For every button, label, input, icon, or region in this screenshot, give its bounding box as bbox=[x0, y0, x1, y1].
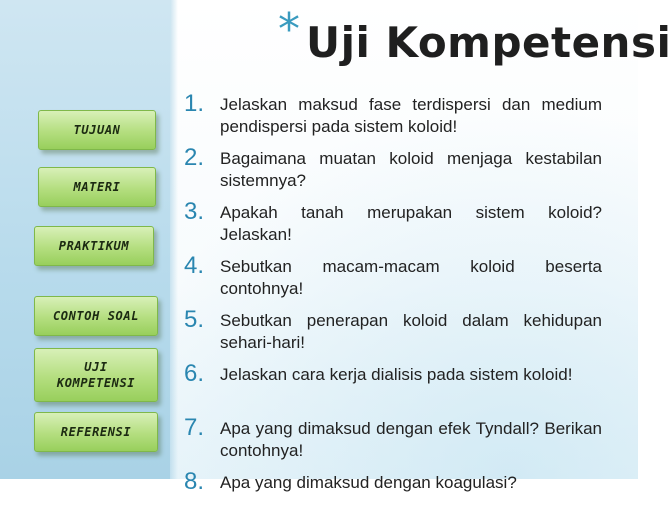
question-item bbox=[184, 144, 602, 202]
question-text: Sebutkan macam-macam koloid beserta contohnya! bbox=[220, 257, 602, 298]
question-item bbox=[184, 198, 602, 256]
nav-button-label: PRAKTIKUM bbox=[58, 239, 130, 253]
question-item bbox=[184, 468, 602, 526]
question-text: Jelaskan cara kerja dialisis pada sistem koloid! bbox=[220, 365, 573, 384]
question-number: 6. bbox=[184, 360, 205, 387]
question-number: 5. bbox=[184, 306, 205, 333]
nav-button-label: UJI KOMPETENSI bbox=[56, 360, 136, 390]
question-list bbox=[184, 90, 602, 526]
nav-button-materi[interactable] bbox=[38, 167, 156, 207]
nav-button-label: REFERENSI bbox=[60, 425, 132, 439]
question-text: Apa yang dimaksud dengan koagulasi? bbox=[220, 473, 517, 492]
question-item bbox=[184, 306, 602, 364]
question-text: Sebutkan penerapan koloid dalam kehidupan sehari-hari! bbox=[220, 311, 602, 352]
page-title: Uji Kompetensi bbox=[306, 18, 671, 67]
question-item bbox=[184, 252, 602, 310]
nav-button-praktikum[interactable] bbox=[34, 226, 154, 266]
question-number: 1. bbox=[184, 90, 205, 117]
question-number: 4. bbox=[184, 252, 205, 279]
nav-button-label: MATERI bbox=[73, 180, 121, 194]
nav-button-label: TUJUAN bbox=[73, 123, 121, 137]
question-item bbox=[184, 414, 602, 472]
title-star-icon: * bbox=[278, 4, 300, 55]
question-item bbox=[184, 90, 602, 148]
question-number: 7. bbox=[184, 414, 205, 441]
nav-button-label: CONTOH SOAL bbox=[52, 309, 140, 323]
nav-button-tujuan[interactable] bbox=[38, 110, 156, 150]
question-number: 2. bbox=[184, 144, 205, 171]
question-text: Bagaimana muatan koloid menjaga kestabilan sistemnya? bbox=[220, 149, 602, 190]
question-text: Apa yang dimaksud dengan efek Tyndall? Berikan contohnya! bbox=[220, 419, 602, 460]
question-item bbox=[184, 360, 602, 418]
nav-button-uji-kompetensi[interactable] bbox=[34, 348, 158, 402]
nav-button-referensi[interactable] bbox=[34, 412, 158, 452]
band-edge bbox=[170, 0, 178, 479]
question-text: Jelaskan maksud fase terdispersi dan medium pendispersi pada sistem koloid! bbox=[220, 95, 602, 136]
question-text: Apakah tanah merupakan sistem koloid? Jelaskan! bbox=[220, 203, 602, 244]
question-number: 8. bbox=[184, 468, 205, 495]
question-number: 3. bbox=[184, 198, 205, 225]
nav-button-contoh-soal[interactable] bbox=[34, 296, 158, 336]
